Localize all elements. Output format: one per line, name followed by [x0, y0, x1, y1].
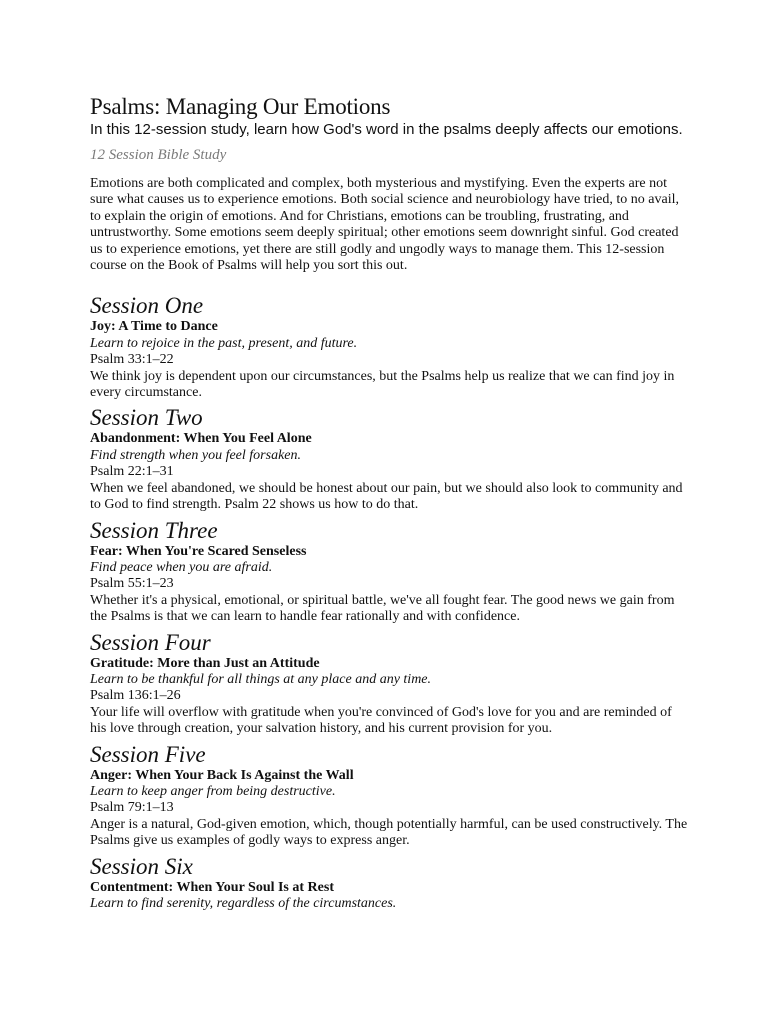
session-heading: Session Four — [90, 629, 211, 655]
session-heading: Session Three — [90, 517, 218, 543]
series-label: 12 Session Bible Study — [90, 147, 227, 163]
session-1 — [90, 293, 690, 401]
session-6 — [90, 854, 690, 913]
session-tagline: Learn to be thankful for all things at any place and any time. — [90, 671, 432, 687]
session-description: When we feel abandoned, we should be honest about our pain, but we should also look to community and to God to find strength. Psalm 22 shows us how to do that. — [90, 480, 683, 513]
session-tagline: Find peace when you are afraid. — [90, 559, 273, 575]
session-description: Your life will overflow with gratitude when you're convinced of God's love for you and are reminded of his love through creation, your salvation history, and his current provision for you. — [90, 704, 672, 737]
session-2 — [90, 405, 690, 513]
session-tagline: Learn to rejoice in the past, present, and future. — [90, 335, 358, 351]
session-reference: Psalm 136:1–26 — [90, 688, 181, 704]
session-topic: Anger: When Your Back Is Against the Wall — [90, 767, 354, 783]
intro-paragraph: Emotions are both complicated and complex, both mysterious and mystifying. Even the experts are not sure what causes us to experience emotions. Both social science and neurobiology have tried, to no avail, to explain the origin of emotions. And for Christians, emotions can be troubling, frustrating, and untrustworthy. Some emotions seem deeply spiritual; other emotions seem downright sinful. God created us to experience emotions, yet there are still godly and ungodly ways to manage them. This 12-session course on the Book of Psalms will help you sort this out. — [90, 176, 679, 274]
session-heading: Session Five — [90, 741, 206, 767]
session-3 — [90, 518, 690, 626]
session-heading: Session One — [90, 293, 204, 319]
session-topic: Fear: When You're Scared Senseless — [90, 543, 307, 559]
session-4 — [90, 630, 690, 738]
session-topic: Joy: A Time to Dance — [90, 319, 218, 335]
session-description: Anger is a natural, God-given emotion, which, though potentially harmful, can be used constructively. The Psalms give us examples of godly ways to express anger. — [90, 816, 688, 849]
session-reference: Psalm 33:1–22 — [90, 352, 174, 368]
session-tagline: Learn to keep anger from being destructive. — [90, 783, 336, 799]
session-list — [90, 293, 690, 912]
session-tagline: Learn to find serenity, regardless of the circumstances. — [90, 896, 397, 911]
session-heading: Session Six — [90, 853, 193, 879]
session-reference: Psalm 55:1–23 — [90, 576, 174, 592]
document-title: Psalms: Managing Our Emotions — [90, 94, 391, 119]
session-topic: Abandonment: When You Feel Alone — [90, 431, 312, 447]
session-topic: Contentment: When Your Soul Is at Rest — [90, 879, 334, 895]
session-reference: Psalm 79:1–13 — [90, 800, 174, 816]
session-heading: Session Two — [90, 405, 203, 431]
document-page — [90, 94, 690, 916]
session-5 — [90, 742, 690, 850]
session-description: Whether it's a physical, emotional, or spiritual battle, we've all fought fear. The good news we gain from the Psalms is that we can learn to handle fear rationally and with confidence. — [90, 592, 675, 625]
session-topic: Gratitude: More than Just an Attitude — [90, 655, 320, 671]
session-description: We think joy is dependent upon our circumstances, but the Psalms help us realize that we can find joy in every circumstance. — [90, 368, 675, 401]
document-subtitle: In this 12-session study, learn how God's word in the psalms deeply affects our emotions. — [90, 121, 683, 138]
session-reference: Psalm 22:1–31 — [90, 464, 174, 480]
session-tagline: Find strength when you feel forsaken. — [90, 447, 301, 463]
